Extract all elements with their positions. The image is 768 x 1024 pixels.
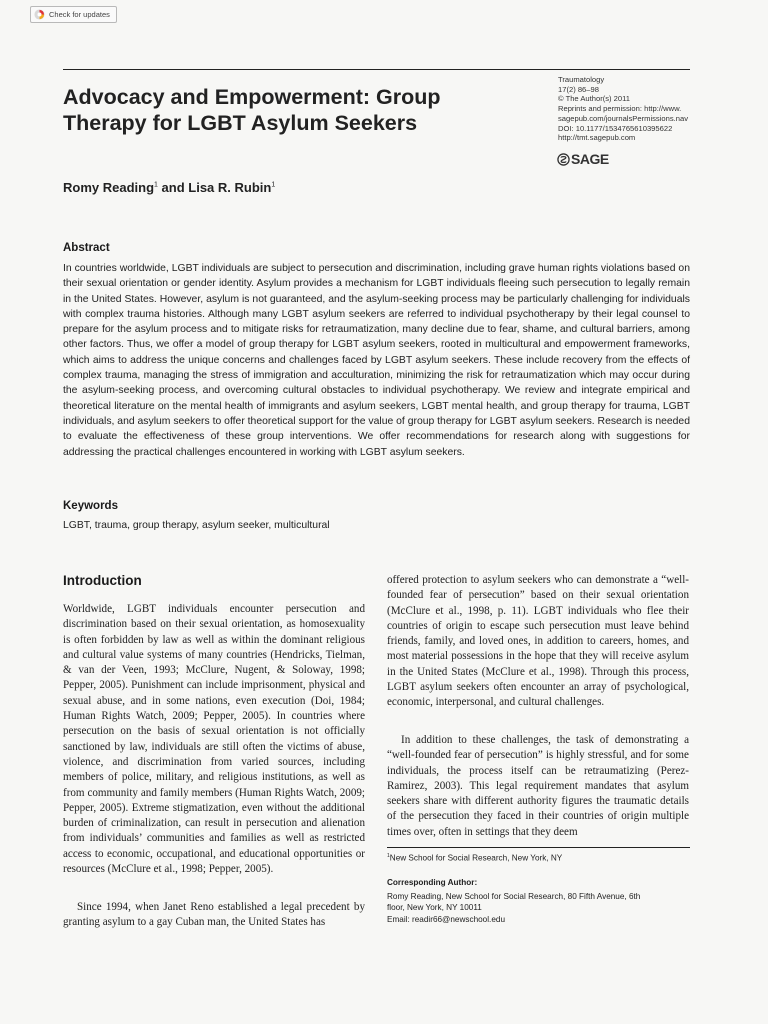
footnote-rule bbox=[387, 847, 690, 848]
introduction-heading: Introduction bbox=[63, 573, 142, 588]
journal-doi[interactable]: DOI: 10.1177/1534765610395622 bbox=[558, 123, 673, 133]
column-left-paragraph-1 bbox=[63, 602, 365, 877]
column-right-paragraph-2 bbox=[387, 733, 689, 840]
check-for-updates-button[interactable] bbox=[30, 6, 117, 23]
body-paragraph: offered protection to asylum seekers who can demonstrate a “well-founded fear of persecution” based on their sexual orientation (McClure et al., 1998, p. 11). LGBT individuals who flee their countries of origin to escape such persecution must leave behind friends, family, and loved ones, in addition to careers, homes, and most material possessions in the hope that they will receive asylum in the United States (McClure et al., 1998). Through this process, LGBT asylum seekers often encounter an array of psychological, economic, interpersonal, and cultural challenges. bbox=[387, 574, 689, 709]
journal-info bbox=[558, 75, 708, 143]
sage-logo-icon bbox=[557, 153, 570, 166]
abstract-text: In countries worldwide, LGBT individuals are subject to persecution and discrimination, including grave human rights violations based on their sexual orientation or gender identity. Asylum provides a mechanism for LGBT individuals fleeing such persecution to legally remain in the United States. However, asylum is not guaranteed, and the asylum-seeking process may be particularly challenging for individuals with complex trauma histories. Although many LGBT asylum seekers are referred to individual psychotherapy by their legal counsel to prepare for the asylum process and to mitigate risks for retraumatization, many decline due to fear, shame, and cultural barriers, among other factors. Thus, we offer a model of group therapy for LGBT asylum seekers, rooted in multicultural and empowerment frameworks, which aims to address the unique concerns and challenges faced by LGBT asylum seekers. These include recovery from the effects of complex trauma, managing the stress of immigration and acculturation, minimizing the risk for retraumatization which may occur during the asylum-seeking process, and overcoming cultural obstacles to individual psychotherapy. We review and integrate empirical and theoretical literature on the mental health of immigrants and asylum seekers, LGBT mental health, and group therapy for trauma, LGBT individuals, and asylum seekers to offer theoretical support for the value of group therapy for LGBT asylum seekers. Research is needed to evaluate the effectiveness of these group interventions. We offer recommendations for research along with suggestions for addressing the practical challenges encountered in working with LGBT asylum seekers. bbox=[63, 263, 690, 458]
body-paragraph: Since 1994, when Janet Reno established a legal precedent by granting asylum to a gay Cuban man, the United States has bbox=[63, 901, 365, 929]
body-paragraph: Worldwide, LGBT individuals encounter persecution and discrimination based on their sexual orientation, as homosexuality is often forbidden by law as well as within the dominant religious and cultural value systems of many countries (Hendricks, Tielman, & van der Veen, 1993; McClure, Nugent, & Soloway, 1998; Pepper, 2005). Punishment can include imprisonment, physical and sexual abuse, and in some nations, even execution (Doi, 1984; Human Rights Watch, 2009; Pepper, 2005). In countries where persecution on the basis of sexual orientation is not officially sanctioned by law, individuals are still often the victims of abuse, violence, and discrimination from varied sources, including members of police, military, and religious institutions, as well as from community and family members (Human Rights Watch, 2009; Pepper, 2005). Extreme stigmatization, even without the additional burden of criminalization, can result in persecution and alienation from individuals’ communities and families as well as restricted access to economic, occupational, and educational opportunities or resources (McClure et al., 1998; Pepper, 2005). bbox=[63, 603, 365, 876]
sage-logo bbox=[557, 151, 609, 167]
column-left-paragraph-2 bbox=[63, 900, 365, 931]
abstract-heading: Abstract bbox=[63, 242, 110, 254]
corresponding-author-label: Corresponding Author: bbox=[387, 878, 478, 887]
footnote-affil-text: New School for Social Research, New York, NY bbox=[389, 853, 563, 863]
sage-logo-text: SAGE bbox=[571, 151, 609, 167]
column-right-paragraph-1 bbox=[387, 573, 689, 711]
corresponding-author-address: floor, New York, NY 10011 bbox=[387, 903, 482, 913]
corresponding-author-details bbox=[387, 891, 687, 925]
author-1-affil-mark: 1 bbox=[154, 181, 158, 189]
journal-url[interactable]: http://tmt.sagepub.com bbox=[558, 133, 636, 143]
author-2-affil-mark: 1 bbox=[271, 181, 276, 189]
article-title: Advocacy and Empowerment: Group Therapy for LGBT Asylum Seekers bbox=[63, 85, 441, 135]
footnote-affiliation bbox=[387, 853, 562, 863]
keywords-text: LGBT, trauma, group therapy, asylum seeker, multicultural bbox=[63, 520, 330, 531]
journal-name: Traumatology bbox=[558, 75, 605, 84]
journal-reprints-line2[interactable]: sagepub.com/journalsPermissions.nav bbox=[558, 113, 689, 123]
check-for-updates-label: Check for updates bbox=[49, 10, 110, 19]
journal-volume: 17(2) 86–98 bbox=[558, 84, 599, 94]
corresponding-author-name: Romy Reading, New School for Social Research, 80 Fifth Avenue, 6th bbox=[387, 892, 641, 901]
journal-copyright: © The Author(s) 2011 bbox=[558, 94, 631, 104]
journal-reprints-line1[interactable]: Reprints and permission: http://www. bbox=[558, 104, 682, 114]
body-paragraph: In addition to these challenges, the task of demonstrating a “well-founded fear of persecution” is highly stressful, and for some individuals, the process itself can be retraumatizing (Perez-Ramirez, 2003). This legal requirement mandates that asylum seekers share with different authority figures the traumatic details of the persecution they faced in their countries of origin multiple times over, often in settings that they deem bbox=[387, 734, 689, 838]
author-line bbox=[63, 180, 275, 195]
author-1: Romy Reading bbox=[63, 180, 155, 195]
keywords-heading: Keywords bbox=[63, 500, 118, 512]
header-rule bbox=[63, 69, 690, 70]
check-for-updates-icon bbox=[34, 9, 45, 20]
corresponding-author-email[interactable]: Email: readir66@newschool.edu bbox=[387, 914, 505, 924]
footnote-affil-mark: 1 bbox=[387, 853, 390, 859]
author-conjunction: and bbox=[157, 180, 189, 195]
author-2: Lisa R. Rubin bbox=[188, 180, 272, 195]
